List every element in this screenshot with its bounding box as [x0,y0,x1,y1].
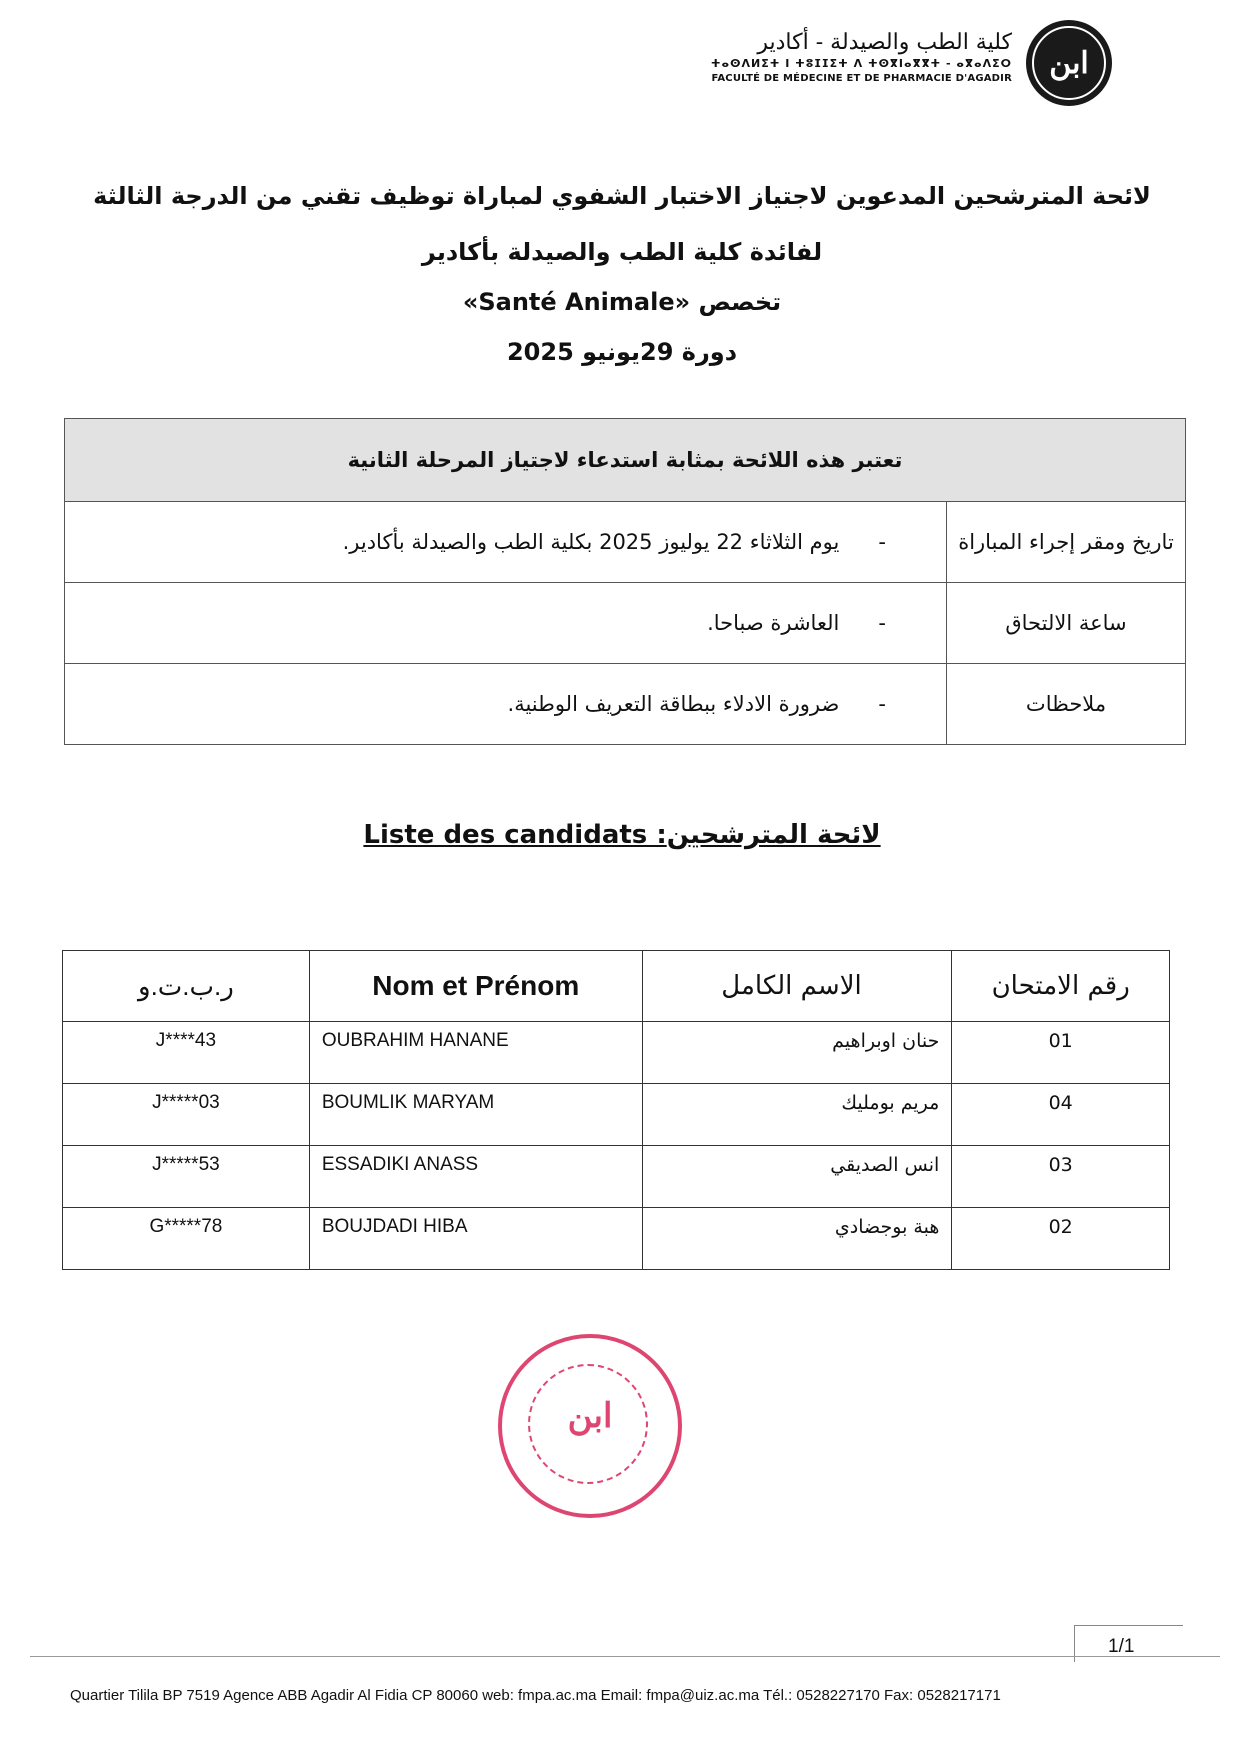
name-french: BOUJDADI HIBA [309,1208,642,1270]
table-row [63,1146,1170,1208]
info-dash: - [878,692,886,716]
name-french: OUBRAHIM HANANE [309,1022,642,1084]
info-label: ساعة الالتحاق [947,583,1186,664]
candidates-table [62,950,1170,1270]
exam-number: 01 [952,1022,1170,1084]
cin-masked: J*****53 [63,1146,310,1208]
candidates-section-title [0,820,1244,850]
document-title-line-4: دورة 29يونيو 2025 [506,338,738,366]
info-value-cell [65,664,947,745]
cin-masked: J****43 [63,1022,310,1084]
footer-address: Quartier Tilila BP 7519 Agence ABB Agadir Al Fidia CP 80060 web: fmpa.ac.ma Email: fmpa@uiz.ac.ma Tél.: 0528227170 Fax: 0528217171 [70,1687,1001,1704]
table-row [63,1022,1170,1084]
table-row [63,1208,1170,1270]
logo-glyph: ابن [1049,45,1089,81]
document-title-line-2: لفائدة كلية الطب والصيدلة بأكادير [421,238,823,266]
faculty-name-tifinagh: ⵜⴰⵙⴷⵍⵉⵜ ⵏ ⵜⵓⵊⵊⵉⵜ ⴷ ⵜⵙⴳⵏⴰⴳⴳⵜ - ⴰⴳⴰⴷⵉⵔ [710,57,1012,70]
table-row [63,1084,1170,1146]
stamp-glyph: ابن [567,1396,613,1436]
info-value-cell [65,583,947,664]
info-dash: - [878,530,886,554]
cin-masked: J*****03 [63,1084,310,1146]
name-arabic: مريم بومليك [642,1084,952,1146]
name-french: BOUMLIK MARYAM [309,1084,642,1146]
faculty-name-french: FACULTÉ DE MÉDECINE ET DE PHARMACIE D'AGADIR [711,73,1012,84]
header-exam-number: رقم الامتحان [952,951,1170,1022]
university-logo-icon [1026,20,1112,106]
name-arabic: انس الصديقي [642,1146,952,1208]
document-title-line-3: تخصص «Santé Animale» [462,288,782,316]
info-row [65,664,1186,745]
exam-number: 03 [952,1146,1170,1208]
info-dash: - [878,611,886,635]
name-arabic: حنان اوبراهيم [642,1022,952,1084]
faculty-header [112,20,1112,110]
name-french: ESSADIKI ANASS [309,1146,642,1208]
header-cin: ر.ب.ت.و [63,951,310,1022]
document-title-line-1: لائحة المترشحين المدعوين لاجتياز الاختبار الشفوي لمباراة توظيف تقني من الدرجة الثالثة [93,182,1151,210]
info-value: العاشرة صباحا. [707,611,840,635]
cin-masked: G*****78 [63,1208,310,1270]
logo-ring [1032,26,1106,100]
info-row [65,583,1186,664]
candidates-section-text: Liste des candidats :لائحة المترشحين [363,820,881,850]
info-value: يوم الثلاثاء 22 يوليوز 2025 بكلية الطب والصيدلة بأكادير. [342,530,840,554]
header-full-name-fr: Nom et Prénom [309,951,642,1022]
header-full-name-ar: الاسم الكامل [642,951,952,1022]
exam-number: 02 [952,1208,1170,1270]
info-label: تاريخ ومقر إجراء المباراة [947,502,1186,583]
info-value-cell [65,502,947,583]
footer-divider [30,1656,1220,1657]
page-number: 1/1 [1108,1636,1135,1657]
faculty-name-arabic: كلية الطب والصيدلة - أكادير [757,30,1012,55]
info-value: ضرورة الادلاء ببطاقة التعريف الوطنية. [507,692,840,716]
faculty-name-block [711,30,1012,84]
info-row [65,502,1186,583]
convocation-info-table [64,418,1186,745]
info-label: ملاحظات [947,664,1186,745]
official-stamp-icon [498,1334,682,1518]
info-table-header: تعتبر هذه اللائحة بمثابة استدعاء لاجتياز المرحلة الثانية [65,419,1186,502]
exam-number: 04 [952,1084,1170,1146]
name-arabic: هبة بوجضادي [642,1208,952,1270]
candidates-header-row [63,951,1170,1022]
